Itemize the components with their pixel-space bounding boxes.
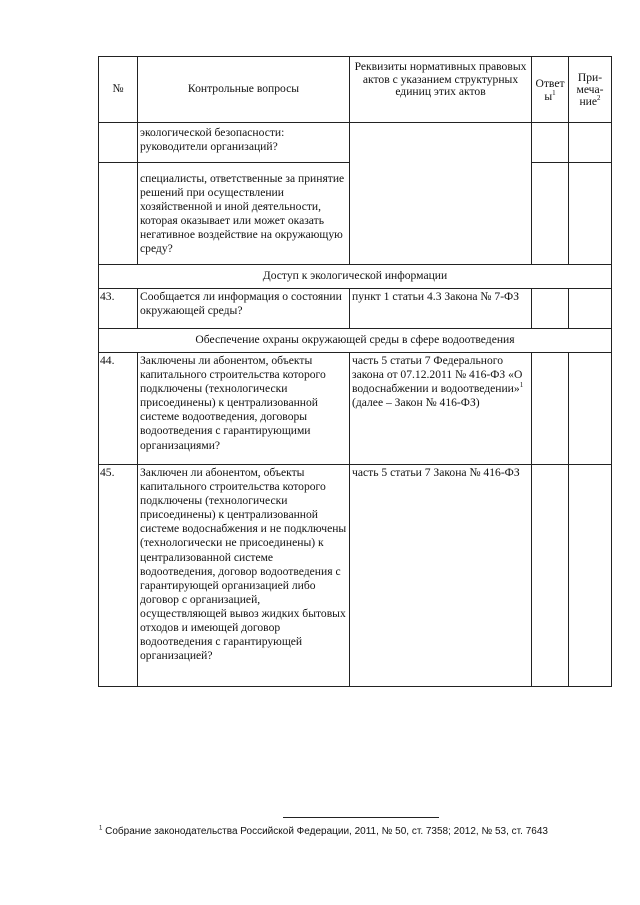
footnote-separator bbox=[283, 817, 439, 818]
continued-answer-1 bbox=[532, 123, 569, 163]
row-43-answer bbox=[532, 289, 569, 329]
row-43-ref: пункт 1 статьи 4.3 Закона № 7-ФЗ bbox=[350, 289, 532, 329]
row-43 bbox=[99, 289, 612, 329]
row-44-ref: часть 5 статьи 7 Федерального закона от 07.12.2011 № 416-ФЗ «О водоснабжении и водоотведении»$^1$ (далее – Закон № 416-ФЗ) bbox=[350, 353, 532, 465]
section-water-row bbox=[99, 329, 612, 353]
row-45-num: 45. bbox=[99, 465, 138, 687]
continued-num-1 bbox=[99, 123, 138, 163]
row-43-num: 43. bbox=[99, 289, 138, 329]
row-43-note bbox=[569, 289, 612, 329]
row-45-note bbox=[569, 465, 612, 687]
section-access: Доступ к экологической информации bbox=[99, 265, 612, 289]
continued-question-2: специалисты, ответственные за принятие решений при осуществлении хозяйственной и иной деятельности, которая оказывает или может оказать негативное воздействие на окружающую среду? bbox=[138, 163, 350, 265]
continued-num-2 bbox=[99, 163, 138, 265]
row-44-num: 44. bbox=[99, 353, 138, 465]
row-44-answer bbox=[532, 353, 569, 465]
header-row bbox=[99, 57, 612, 123]
continued-answer-2 bbox=[532, 163, 569, 265]
continued-row-1 bbox=[99, 123, 612, 163]
continued-ref bbox=[350, 123, 532, 265]
header-answer: Ответ $ы^1$ bbox=[532, 57, 569, 123]
header-questions: Контрольные вопросы bbox=[138, 57, 350, 123]
section-water: Обеспечение охраны окружающей среды в сфере водоотведения bbox=[99, 329, 612, 353]
row-45-answer bbox=[532, 465, 569, 687]
checklist-table bbox=[98, 56, 612, 687]
header-note: При- меча- ние$^2$ bbox=[569, 57, 612, 123]
continued-note-1 bbox=[569, 123, 612, 163]
row-45-ref: часть 5 статьи 7 Закона № 416-ФЗ bbox=[350, 465, 532, 687]
row-45 bbox=[99, 465, 612, 687]
row-45-question: Заключен ли абонентом, объекты капитального строительства которого подключены (технологически присоединены) к централизованной системе водоснабжения и не подключены (технологически не присоединены) к централизованной системе водоотведения, договор водоотведения с гарантирующей организацией либо договор с организацией, осуществляющей вывоз жидких бытовых отходов и имеющей договор водоотведения с гарантирующей организацией? bbox=[138, 465, 350, 687]
header-num: № bbox=[99, 57, 138, 123]
row-44-question: Заключены ли абонентом, объекты капитального строительства которого подключены (технологически присоединены) к централизованной системе водоотведения, договоры водоотведения с гарантирующими организациями? bbox=[138, 353, 350, 465]
row-44-note bbox=[569, 353, 612, 465]
header-requisites: Реквизиты нормативных правовых актов с указанием структурных единиц этих актов bbox=[350, 57, 532, 123]
row-44 bbox=[99, 353, 612, 465]
row-43-question: Сообщается ли информация о состоянии окружающей среды? bbox=[138, 289, 350, 329]
continued-note-2 bbox=[569, 163, 612, 265]
footnote: $^1$ Собрание законодательства Российской Федерации, 2011, № 50, ст. 7358; 2012, № 53, ст. 7643 bbox=[99, 825, 548, 837]
section-access-row bbox=[99, 265, 612, 289]
continued-question-1: экологической безопасности: руководители организаций? bbox=[138, 123, 350, 163]
